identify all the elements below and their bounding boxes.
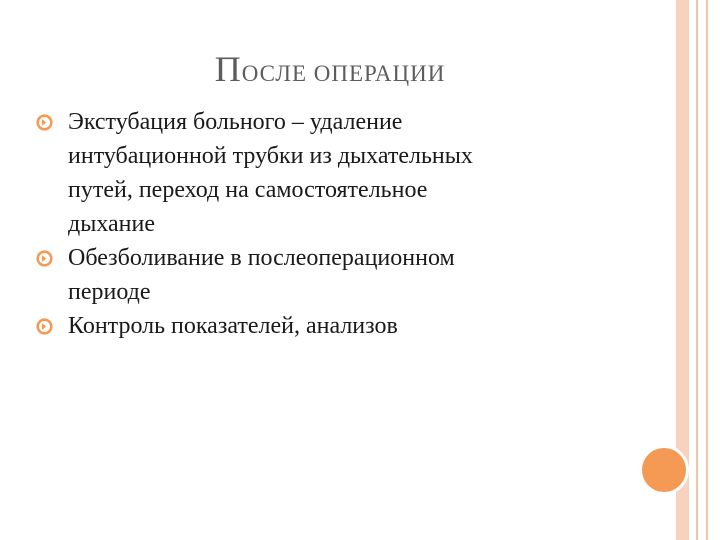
bullet-line: периоде	[68, 279, 151, 305]
list-item	[36, 105, 636, 241]
border-line	[706, 0, 708, 540]
bullet-line: Обезболивание в послеоперационном	[68, 245, 455, 271]
list-item	[36, 309, 636, 343]
bullet-line: путей, переход на самостоятельное	[68, 177, 428, 203]
bullet-list	[36, 105, 636, 343]
list-item	[36, 241, 636, 309]
border-line	[696, 0, 698, 540]
bullet-line: Контроль показателей, анализов	[68, 313, 398, 339]
circle-arrow-bullet-icon	[36, 318, 53, 335]
title-rest: ОСЛЕ ОПЕРАЦИИ	[241, 61, 446, 86]
slide-title	[0, 48, 660, 90]
bullet-line: дыхание	[68, 211, 156, 237]
bullet-line: Экстубация больного – удаление	[68, 109, 403, 135]
circle-arrow-bullet-icon	[36, 250, 53, 267]
title-first-letter: П	[214, 49, 242, 89]
circle-arrow-bullet-icon	[36, 114, 53, 131]
bullet-line: интубационной трубки из дыхательных	[68, 143, 473, 169]
decorative-orange-circle	[642, 448, 686, 492]
